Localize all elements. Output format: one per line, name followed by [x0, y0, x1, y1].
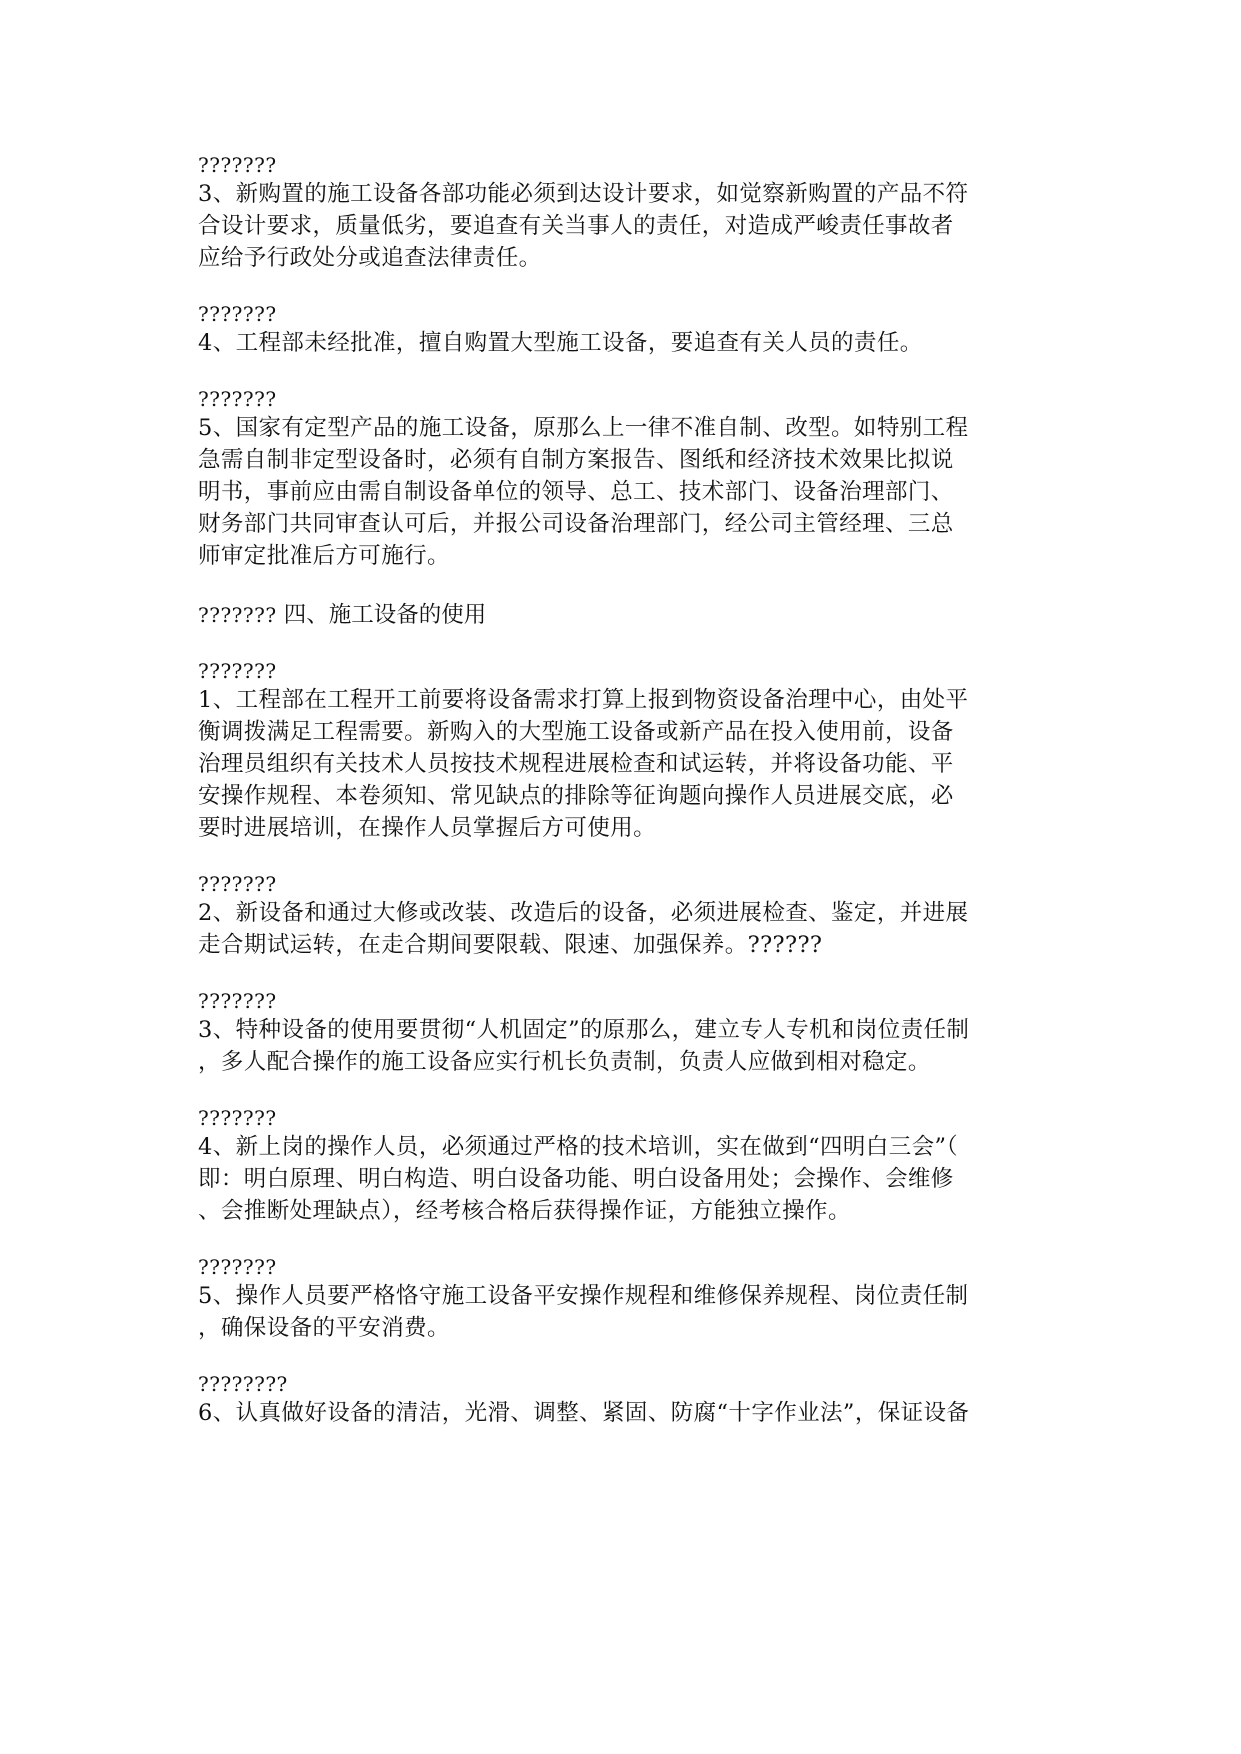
placeholder-marker: ??????? [198, 153, 277, 177]
paragraph-usage-3 [198, 988, 1043, 1078]
section-heading-text: 四、施工设备的使用 [283, 602, 487, 628]
paragraph-line: 即：明白原理、明白构造、明白设备功能、明白设备用处；会操作、会维修 [198, 1166, 954, 1192]
paragraph-line: 3、特种设备的使用要贯彻“人机固定”的原那么，建立专人专机和岗位责任制 [198, 1017, 970, 1043]
placeholder-marker: ??????? [198, 659, 277, 683]
placeholder-marker: ??????? [198, 1106, 277, 1130]
paragraph-line: 4、工程部未经批准，擅自购置大型施工设备，要追查有关人员的责任。 [198, 330, 923, 356]
paragraph-line: 2、新设备和通过大修或改装、改造后的设备，必须进展检查、鉴定，并进展 [198, 900, 969, 926]
paragraph-line: 3、新购置的施工设备各部功能必须到达设计要求，如觉察新购置的产品不符 [198, 181, 969, 207]
placeholder-marker: ??????? [198, 603, 277, 627]
paragraph-usage-6 [198, 1371, 1043, 1429]
paragraph-line: 、会推断处理缺点），经考核合格后获得操作证，方能独立操作。 [198, 1198, 851, 1224]
placeholder-marker: ??????? [198, 1255, 277, 1279]
paragraph-line: ，多人配合操作的施工设备应实行机长负责制，负责人应做到相对稳定。 [198, 1049, 931, 1075]
paragraph-line: 走合期试运转，在走合期间要限载、限速、加强保养。?????? [198, 932, 823, 958]
paragraph-line: 5、国家有定型产品的施工设备，原那么上一律不准自制、改型。如特别工程 [198, 415, 969, 441]
paragraph-line: 明书，事前应由需自制设备单位的领导、总工、技术部门、设备治理部门、 [198, 479, 954, 505]
section-heading-usage [198, 599, 1043, 631]
paragraph-line: 6、认真做好设备的清洁，光滑、调整、紧固、防腐“十字作业法”，保证设备 [198, 1400, 970, 1426]
placeholder-marker: ??????? [198, 872, 277, 896]
paragraph-line: 1、工程部在工程开工前要将设备需求打算上报到物资设备治理中心，由处平 [198, 687, 969, 713]
paragraph-line: 安操作规程、本卷须知、常见缺点的排除等征询题向操作人员进展交底，必 [198, 783, 954, 809]
paragraph-line: 治理员组织有关技术人员按技术规程进展检查和试运转，并将设备功能、平 [198, 751, 954, 777]
paragraph-line: 衡调拨满足工程需要。新购入的大型施工设备或新产品在投入使用前，设备 [198, 719, 954, 745]
placeholder-marker: ??????? [198, 302, 277, 326]
placeholder-marker: ???????? [198, 1372, 288, 1396]
paragraph-line: 要时进展培训，在操作人员掌握后方可使用。 [198, 815, 657, 841]
paragraph-line: 4、新上岗的操作人员，必须通过严格的技术培训，实在做到“四明白三会”（ [198, 1134, 959, 1160]
placeholder-marker: ??????? [198, 387, 277, 411]
paragraph-purchase-3 [198, 152, 1043, 274]
paragraph-purchase-5 [198, 386, 1043, 572]
paragraph-line: 5、操作人员要严格恪守施工设备平安操作规程和维修保养规程、岗位责任制 [198, 1283, 969, 1309]
paragraph-line: ，确保设备的平安消费。 [198, 1315, 450, 1341]
paragraph-purchase-4 [198, 301, 1043, 359]
paragraph-line: 合设计要求，质量低劣，要追查有关当事人的责任，对造成严峻责任事故者 [198, 213, 954, 239]
paragraph-line: 急需自制非定型设备时，必须有自制方案报告、图纸和经济技术效果比拟说 [198, 447, 954, 473]
paragraph-line: 师审定批准后方可施行。 [198, 543, 450, 569]
paragraph-usage-2 [198, 871, 1043, 961]
paragraph-usage-1 [198, 658, 1043, 844]
paragraph-usage-4 [198, 1105, 1043, 1227]
paragraph-line: 财务部门共同审查认可后，并报公司设备治理部门，经公司主管经理、三总 [198, 511, 954, 537]
paragraph-line: 应给予行政处分或追查法律责任。 [198, 245, 542, 271]
document-page [198, 152, 1043, 1456]
paragraph-usage-5 [198, 1254, 1043, 1344]
placeholder-marker: ??????? [198, 989, 277, 1013]
